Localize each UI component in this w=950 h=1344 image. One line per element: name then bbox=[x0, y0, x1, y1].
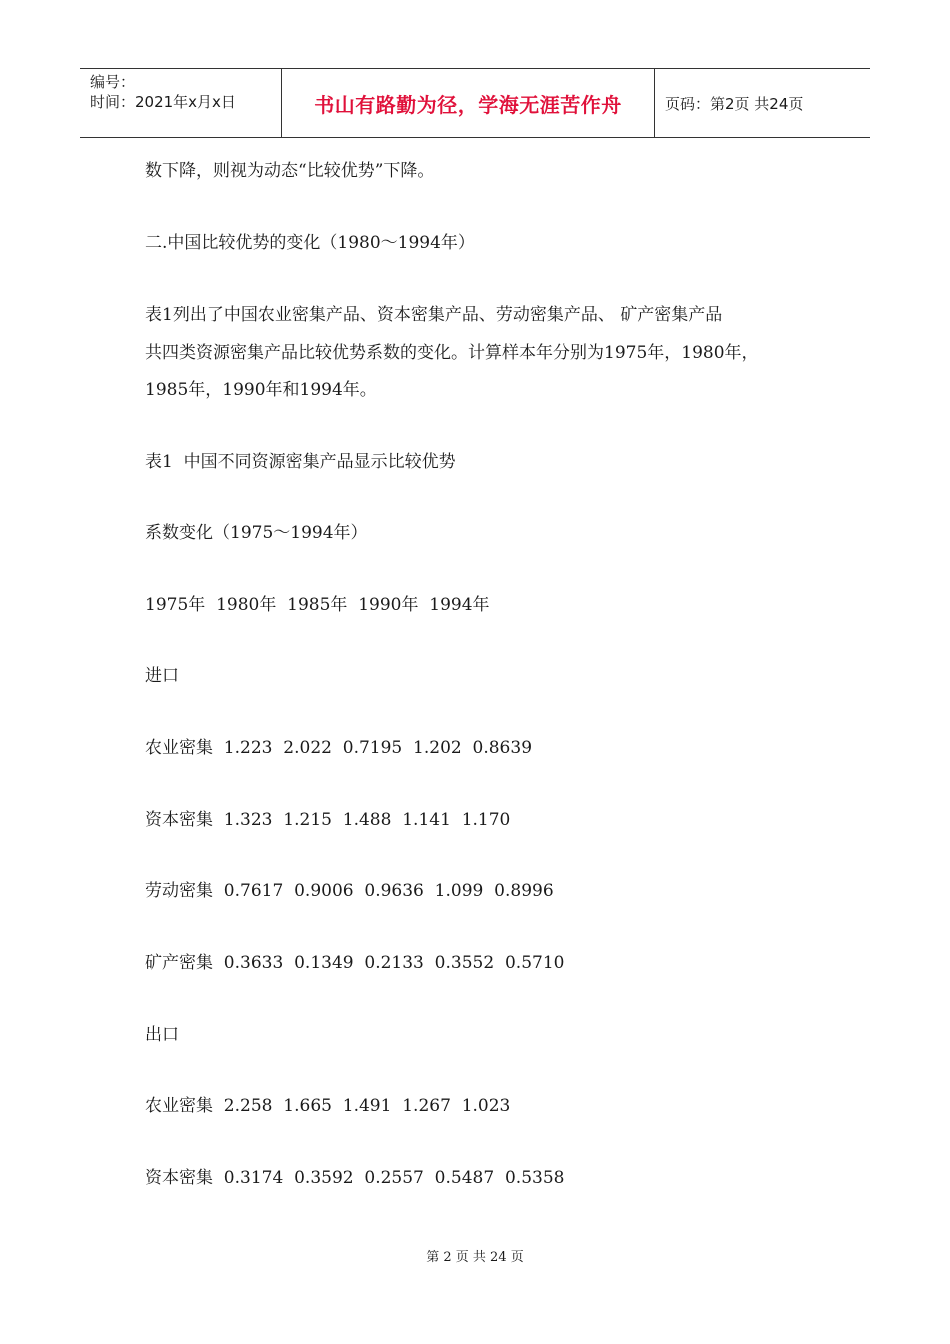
table-row: 矿产密集 0.3633 0.1349 0.2133 0.3552 0.5710 bbox=[145, 953, 565, 973]
header-page-info bbox=[655, 69, 870, 137]
table-row: 劳动密集 0.7617 0.9006 0.9636 1.099 0.8996 bbox=[145, 881, 554, 901]
header-motto bbox=[282, 69, 655, 137]
section-heading: 二.中国比较优势的变化（1980～1994年） bbox=[145, 233, 475, 253]
motto-text: 书山有路勤为径，学海无涯苦作舟 bbox=[314, 92, 622, 117]
table-row: 资本密集 0.3174 0.3592 0.2557 0.5487 0.5358 bbox=[145, 1168, 565, 1188]
paragraph-line: 共四类资源密集产品比较优势系数的变化。计算样本年分别为1975年，1980年， bbox=[145, 343, 759, 363]
header-meta bbox=[80, 69, 282, 137]
table-section-label: 进口 bbox=[145, 666, 179, 686]
table-header-row: 1975年 1980年 1985年 1990年 1994年 bbox=[145, 595, 490, 615]
table-caption: 系数变化（1975～1994年） bbox=[145, 523, 368, 543]
paragraph-line: 表1列出了中国农业密集产品、资本密集产品、劳动密集产品、 矿产密集产品 bbox=[145, 305, 723, 325]
document-code-label: 编号： bbox=[90, 73, 136, 91]
paragraph-line: 数下降，则视为动态“比较优势”下降。 bbox=[145, 161, 435, 181]
page-info-text: 页码：第2页 共24页 bbox=[665, 94, 804, 113]
table-row: 农业密集 1.223 2.022 0.7195 1.202 0.8639 bbox=[145, 738, 533, 758]
page-footer: 第 2 页 共 24 页 bbox=[426, 1250, 524, 1265]
table-caption: 表1 中国不同资源密集产品显示比较优势 bbox=[145, 452, 456, 472]
table-row: 农业密集 2.258 1.665 1.491 1.267 1.023 bbox=[145, 1096, 511, 1116]
document-time: 时间：2021年x月x日 bbox=[90, 93, 236, 111]
paragraph-line: 1985年，1990年和1994年。 bbox=[145, 380, 377, 400]
table-row: 资本密集 1.323 1.215 1.488 1.141 1.170 bbox=[145, 810, 511, 830]
table-section-label: 出口 bbox=[145, 1025, 179, 1045]
page-header bbox=[80, 68, 870, 138]
